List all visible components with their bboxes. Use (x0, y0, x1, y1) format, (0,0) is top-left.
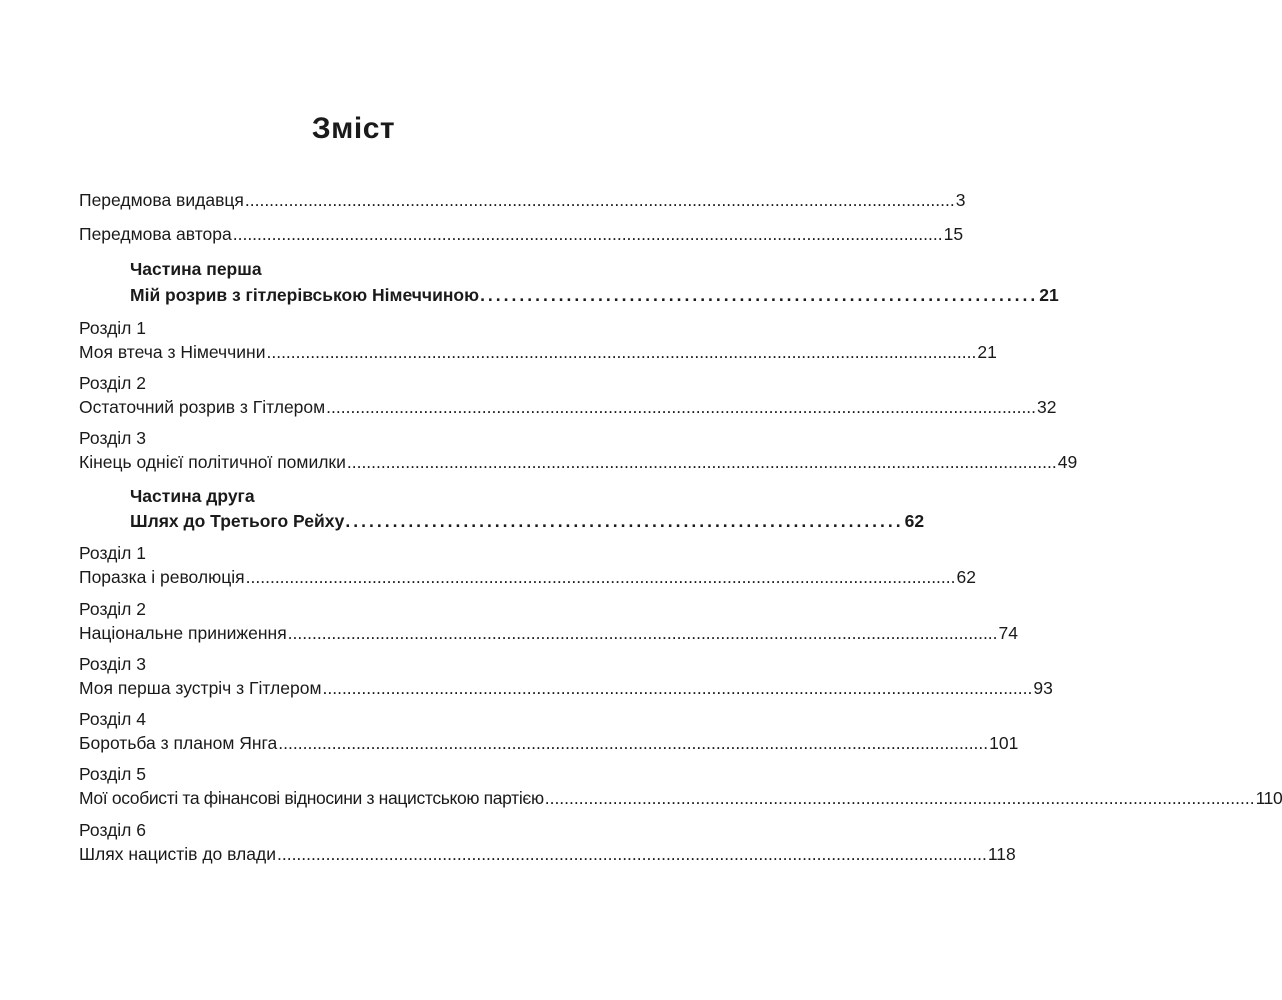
dot-leader: ....................................................................... (345, 511, 904, 531)
toc-entry-title: Моя перша зустріч з Гітлером (79, 678, 322, 698)
chapter-label: Розділ 1 (79, 543, 146, 563)
toc-entry-title: Мій розрив з гітлерівською Німеччиною (130, 285, 480, 305)
toc-entry-title: Боротьба з планом Янга (79, 733, 278, 753)
toc-page-number: 3 (955, 190, 966, 210)
toc-page-number: 101 (989, 733, 1019, 753)
chapter-label: Розділ 3 (79, 428, 146, 448)
toc-page-number: 21 (977, 342, 997, 362)
toc-entry-title: Кінець однієї політичної помилки (79, 452, 346, 472)
dot-leader: .................................................................................................................................................. (346, 452, 1057, 472)
part-one-label: Частина перша (130, 259, 262, 279)
chapter-label: Розділ 4 (79, 709, 146, 729)
chapter-label: Розділ 3 (79, 654, 146, 674)
part-two-label: Частина друга (130, 486, 255, 506)
chapter-label: Розділ 2 (79, 599, 146, 619)
toc-page-number: 110 (1255, 788, 1282, 808)
toc-entry-publisher-preface[interactable] (79, 188, 966, 212)
dot-leader: .................................................................................................................................................. (276, 844, 987, 864)
chapter-label: Розділ 5 (79, 764, 146, 784)
dot-leader: .................................................................................................................................................. (326, 397, 1037, 417)
toc-entry-chapter[interactable] (79, 395, 1057, 419)
toc-entry-chapter[interactable] (79, 842, 1016, 866)
toc-entry-part-two[interactable] (130, 509, 925, 533)
toc-page-number: 93 (1033, 678, 1053, 698)
toc-entry-chapter[interactable] (79, 786, 1282, 810)
toc-page-number: 74 (998, 623, 1019, 643)
toc-entry-part-one[interactable] (130, 283, 1059, 307)
toc-entry-chapter[interactable] (79, 340, 997, 364)
chapter-label: Розділ 1 (79, 318, 146, 338)
toc-page-number: 15 (943, 224, 964, 244)
toc-entry-chapter[interactable] (79, 450, 1078, 474)
toc-entry-title: Шлях до Третього Рейху (130, 511, 345, 531)
dot-leader: .................................................................................................................................................. (245, 567, 956, 587)
toc-entry-chapter[interactable] (79, 621, 1019, 645)
toc-entry-title: Передмова автора (79, 224, 232, 244)
chapter-label: Розділ 6 (79, 820, 146, 840)
dot-leader: .................................................................................................................................................. (266, 342, 977, 362)
toc-entry-title: Поразка і революція (79, 567, 245, 587)
toc-page-number: 32 (1037, 397, 1057, 417)
toc-page-number: 118 (987, 844, 1016, 864)
toc-entry-title: Моя втеча з Німеччини (79, 342, 266, 362)
dot-leader: .................................................................................................................................................. (322, 678, 1033, 698)
toc-page-number: 49 (1057, 452, 1078, 472)
toc-entry-title: Остаточний розрив з Гітлером (79, 397, 326, 417)
dot-leader: .................................................................................................................................................. (544, 788, 1255, 808)
toc-entry-title: Мої особисті та фінансові відносини з нацистською партією (79, 788, 544, 808)
dot-leader: .................................................................................................................................................. (244, 190, 955, 210)
toc-entry-chapter[interactable] (79, 565, 976, 589)
toc-entry-title: Шлях нацистів до влади (79, 844, 276, 864)
page-title: Зміст (311, 112, 396, 145)
dot-leader: ....................................................................... (480, 285, 1039, 305)
dot-leader: .................................................................................................................................................. (232, 224, 943, 244)
toc-entry-title: Національне приниження (79, 623, 287, 643)
dot-leader: .................................................................................................................................................. (278, 733, 989, 753)
dot-leader: .................................................................................................................................................. (287, 623, 998, 643)
toc-entry-title: Передмова видавця (79, 190, 244, 210)
toc-page-number: 21 (1039, 285, 1059, 305)
toc-page-number: 62 (956, 567, 976, 587)
chapter-label: Розділ 2 (79, 373, 146, 393)
toc-page-number: 62 (904, 511, 925, 531)
toc-entry-chapter[interactable] (79, 676, 1053, 700)
toc-entry-chapter[interactable] (79, 731, 1019, 755)
toc-entry-author-preface[interactable] (79, 222, 964, 246)
